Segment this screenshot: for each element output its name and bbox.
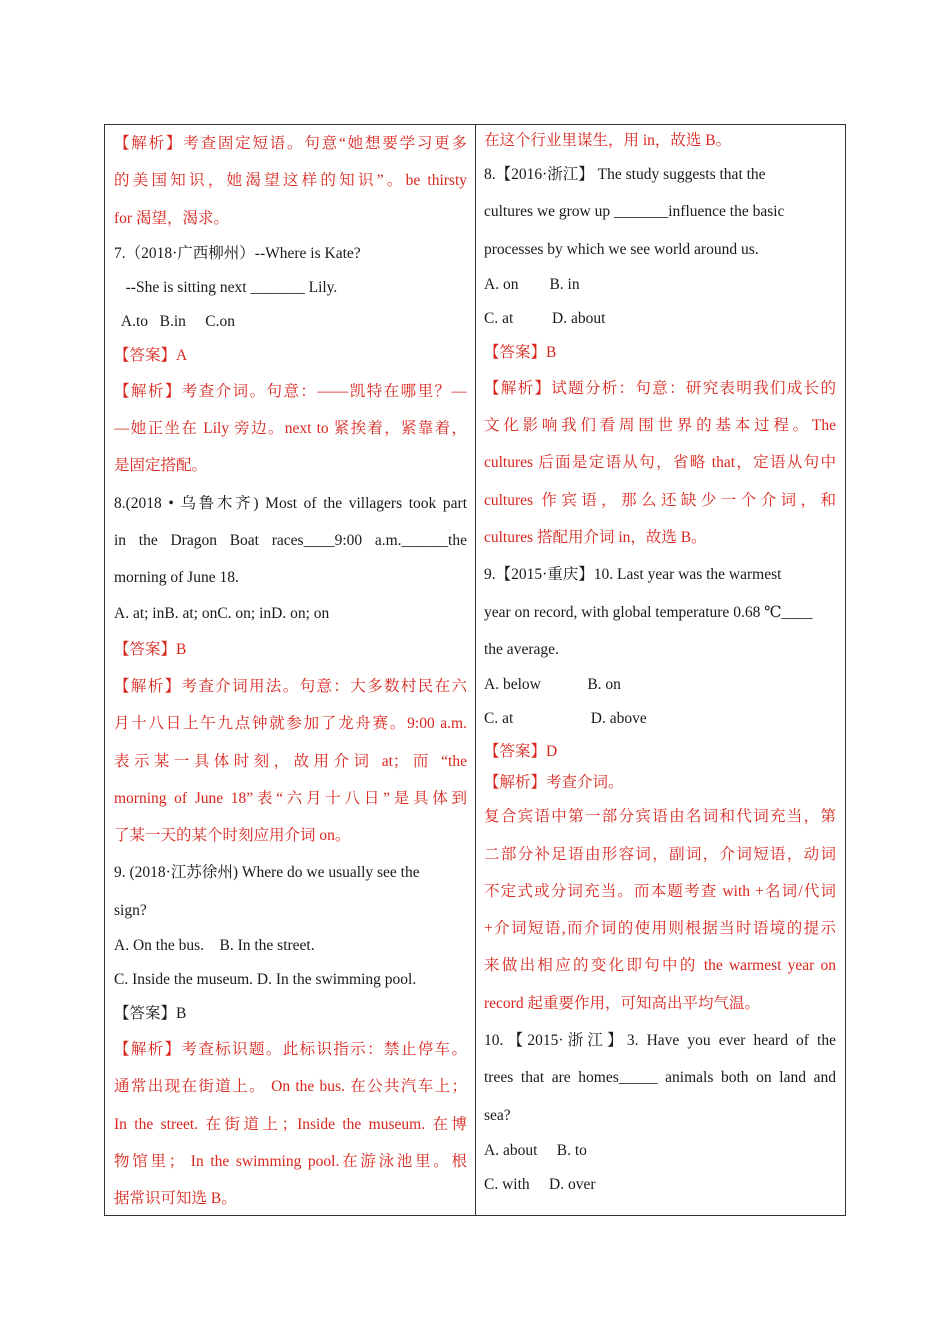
right-text-line: the average. bbox=[484, 640, 559, 658]
right-text-line: 9.【2015·重庆】10. Last year was the warmest bbox=[484, 566, 782, 584]
right-text-line: A. below B. on bbox=[484, 676, 621, 694]
right-text-line: C. at D. above bbox=[484, 710, 647, 728]
left-text-line: sign? bbox=[114, 901, 147, 919]
left-text-line: A. at; inB. at; onC. on; inD. on; on bbox=[114, 604, 330, 622]
left-text-line: 【答案】B bbox=[114, 640, 187, 658]
left-text-line: 通常出现在街道上。 On the bus. 在公共汽车上； bbox=[114, 1078, 467, 1096]
left-text-line: 9. (2018·江苏徐州) Where do we usually see the bbox=[114, 864, 420, 882]
left-text-line: —她正坐在 Lily 旁边。next to 紧挨着，紧靠着， bbox=[114, 420, 467, 438]
right-text-line: 【解析】试题分析：句意：研究表明我们成长的 bbox=[484, 379, 836, 397]
left-text-line: 是固定搭配。 bbox=[114, 457, 208, 475]
left-text-line: for 渴望，渴求。 bbox=[114, 209, 229, 227]
right-text-line: 文化影响我们看周围世界的基本过程。The bbox=[484, 417, 836, 435]
left-text-line: 物馆里； In the swimming pool.在游泳池里。根 bbox=[114, 1152, 467, 1170]
right-text-line: 在这个行业里谋生，用 in，故选 B。 bbox=[484, 132, 732, 149]
left-text-line: A. On the bus. B. In the street. bbox=[114, 937, 315, 955]
right-text-line: 8.【2016·浙江】 The study suggests that the bbox=[484, 166, 766, 183]
right-column bbox=[476, 125, 845, 1215]
left-text-line: C. Inside the museum. D. In the swimming pool. bbox=[114, 971, 417, 989]
right-text-line: 二部分补足语由形容词，副词，介词短语，动词 bbox=[484, 845, 836, 863]
right-text-line: cultures 作宾语，那么还缺少一个介词，和 bbox=[484, 491, 836, 509]
right-text-line: 来做出相应的变化即句中的 the warmest year on bbox=[484, 957, 836, 975]
left-text-line: 【解析】考查标识题。此标识指示：禁止停车。 bbox=[114, 1041, 467, 1059]
left-text-line: In the street. 在街道上；Inside the museum. 在博 bbox=[114, 1115, 467, 1133]
right-text-line: cultures we grow up _______influence the basic bbox=[484, 203, 785, 221]
left-text-line: 【答案】B bbox=[114, 1005, 187, 1023]
right-text-line: sea? bbox=[484, 1106, 511, 1124]
left-text-line: 【解析】考查固定短语。句意“她想要学习更多 bbox=[114, 135, 467, 152]
question-table bbox=[104, 124, 846, 1216]
right-text-line: trees that are homes_____ animals both on land and bbox=[484, 1069, 836, 1087]
left-text-line: --She is sitting next _______ Lily. bbox=[114, 278, 338, 296]
right-text-line: A. on B. in bbox=[484, 275, 580, 293]
left-text-line: 8.(2018 • 乌鲁木齐) Most of the villagers took part bbox=[114, 494, 467, 512]
right-text-line: record 起重要作用，可知高出平均气温。 bbox=[484, 994, 760, 1012]
right-text-line: 不定式或分词充当。而本题考查 with +名词/代词 bbox=[484, 882, 836, 900]
left-text-line: 【答案】A bbox=[114, 346, 188, 364]
left-text-line: A.to B.in C.on bbox=[114, 312, 236, 330]
left-text-line: 了某一天的某个时刻应用介词 on。 bbox=[114, 827, 351, 845]
right-text-line: 【答案】D bbox=[484, 743, 558, 761]
left-column bbox=[105, 125, 476, 1215]
right-text-line: cultures 后面是定语从句，省略 that，定语从句中 bbox=[484, 454, 836, 472]
left-text-line: in the Dragon Boat races____9:00 a.m.______the bbox=[114, 532, 467, 550]
left-text-line: 【解析】考查介词用法。句意：大多数村民在六 bbox=[114, 677, 467, 695]
left-text-line: 7.（2018·广西柳州）--Where is Kate? bbox=[114, 244, 361, 262]
right-text-line: 10.【2015·浙江】3. Have you ever heard of the bbox=[484, 1032, 836, 1050]
right-text-line: C. at D. about bbox=[484, 309, 606, 327]
right-text-line: 复合宾语中第一部分宾语由名词和代词充当，第 bbox=[484, 808, 836, 826]
left-text-line: 月十八日上午九点钟就参加了龙舟赛。9:00 a.m. bbox=[114, 715, 467, 733]
left-text-line: 【解析】考查介词。句意：——凯特在哪里？— bbox=[114, 382, 467, 400]
right-text-line: +介词短语,而介词的使用则根据当时语境的提示 bbox=[484, 920, 836, 938]
right-text-line: year on record, with global temperature 0.68 ℃____ bbox=[484, 603, 813, 621]
right-text-line: processes by which we see world around us. bbox=[484, 240, 759, 258]
right-text-line: A. about B. to bbox=[484, 1141, 587, 1159]
left-text-line: 表示某一具体时刻，故用介词 at；而 “the bbox=[114, 752, 467, 770]
right-text-line: cultures 搭配用介词 in，故选 B。 bbox=[484, 529, 707, 547]
left-text-line: morning of June 18”表“六月十八日”是具体到 bbox=[114, 789, 467, 807]
right-text-line: 【答案】B bbox=[484, 343, 557, 361]
left-text-line: 据常识可知选 B。 bbox=[114, 1190, 237, 1208]
right-text-line: 【解析】考查介词。 bbox=[484, 774, 624, 792]
left-text-line: 的美国知识，她渴望这样的知识”。be thirsty bbox=[114, 172, 467, 190]
left-text-line: morning of June 18. bbox=[114, 569, 239, 587]
right-text-line: C. with D. over bbox=[484, 1175, 596, 1193]
